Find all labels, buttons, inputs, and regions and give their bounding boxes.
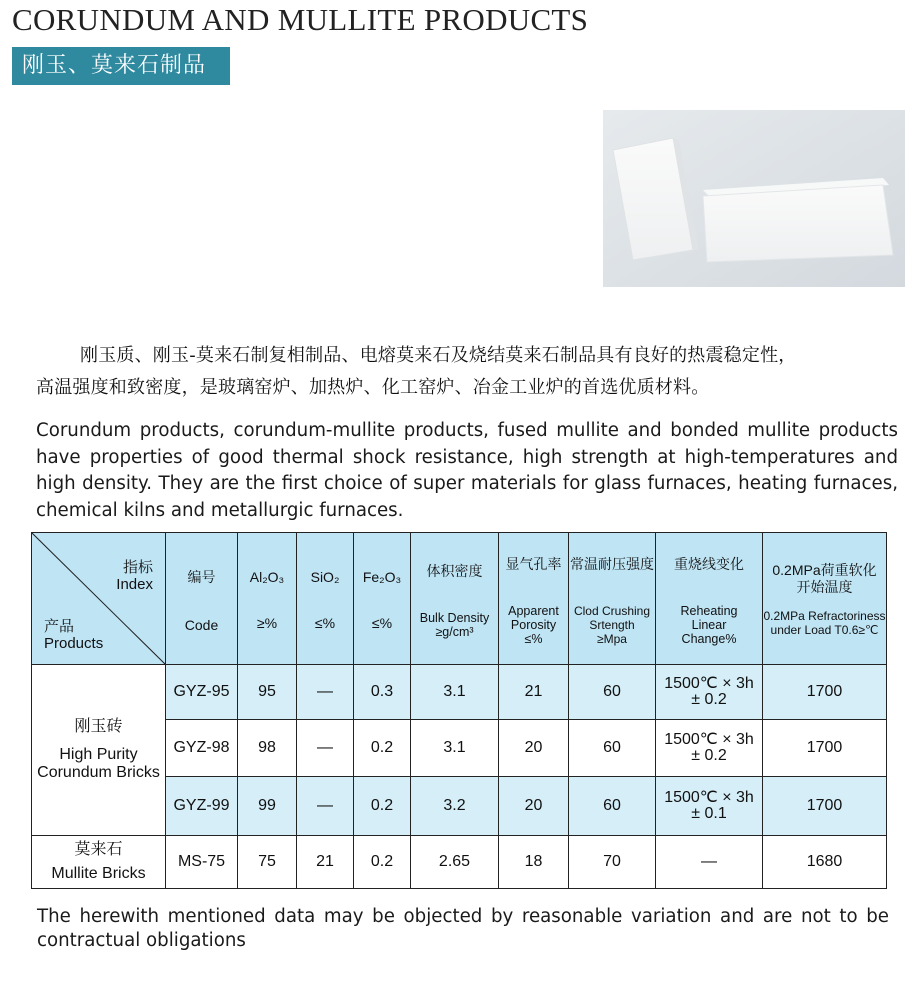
header-density-cn: 体积密度 (426, 562, 483, 579)
product-group-en1: High Purity (59, 746, 138, 763)
header-reheating (656, 533, 763, 665)
products-label-cn: 产品 (44, 618, 75, 635)
header-porosity-en1: Apparent (508, 603, 559, 618)
header-reheating-en1: Reheating (680, 603, 738, 618)
header-refractoriness-cn (763, 562, 886, 596)
cell-reheating (656, 665, 763, 720)
intro-cn-line1: 刚玉质、刚玉-莫来石制复相制品、电熔莫来石及烧结莫来石制品具有良好的热震稳定性， (80, 345, 797, 366)
cell-refractoriness: 1700 (763, 777, 887, 836)
cell-density: 3.2 (411, 777, 499, 836)
cell-density: 2.65 (411, 836, 499, 889)
header-density (411, 533, 499, 665)
header-code (166, 533, 238, 665)
cell-refractoriness: 1680 (763, 836, 887, 889)
cell-porosity: 20 (499, 720, 569, 777)
header-fe2o3-unit: ≤% (371, 614, 393, 631)
cell-reheating-line2: ± 0.1 (691, 805, 727, 822)
header-fe2o3-cn: Fe₂O₃ (362, 568, 402, 585)
cell-al2o3: 95 (238, 665, 297, 720)
cell-code: GYZ-98 (166, 720, 238, 777)
index-label-cn: 指标 (122, 559, 153, 576)
cell-al2o3: 98 (238, 720, 297, 777)
header-fe2o3 (354, 533, 411, 665)
cell-sio2: 21 (297, 836, 354, 889)
header-reheating-unit: Change% (681, 631, 737, 646)
cell-porosity: 21 (499, 665, 569, 720)
cell-code: MS-75 (166, 836, 238, 889)
header-crushing-en1: Clod Crushing (573, 603, 651, 618)
product-group-en2: Corundum Bricks (37, 764, 160, 781)
header-porosity-unit: ≤% (524, 631, 543, 646)
header-refractoriness-cn1: 0.2MPa荷重软化 (772, 562, 877, 578)
cell-code: GYZ-95 (166, 665, 238, 720)
cell-al2o3: 75 (238, 836, 297, 889)
bricks-illustration (603, 110, 905, 287)
header-sio2-cn: SiO₂ (310, 568, 340, 585)
header-crushing-cn: 常温耐压强度 (570, 555, 654, 572)
page-title: CORUNDUM AND MULLITE PRODUCTS (12, 2, 589, 37)
header-refractoriness-cn2: 开始温度 (796, 579, 853, 595)
product-group-mullite (32, 836, 166, 889)
header-sio2 (297, 533, 354, 665)
cell-sio2: — (297, 777, 354, 836)
intro-cn-line2: 高温强度和致密度，是玻璃窑炉、加热炉、化工窑炉、冶金工业炉的首选优质材料。 (36, 377, 710, 398)
product-group-cn: 莫来石 (74, 841, 123, 858)
cell-reheating (656, 777, 763, 836)
cell-crushing: 60 (569, 720, 656, 777)
header-code-en: Code (184, 616, 219, 633)
cell-fe2o3: 0.2 (354, 777, 411, 836)
product-group-cn: 刚玉砖 (74, 718, 123, 735)
spec-table (31, 532, 887, 889)
header-reheating-cn: 重烧线变化 (674, 555, 744, 572)
header-corner (32, 533, 166, 665)
page-subtitle-cn: 刚玉、莫来石制品 (12, 47, 230, 85)
header-al2o3-cn: Al₂O₃ (249, 568, 285, 585)
cell-fe2o3: 0.2 (354, 720, 411, 777)
header-crushing (569, 533, 656, 665)
intro-en: Corundum products, corundum-mullite products, fused mullite and bonded mullite products have properties of good thermal shock resistance, high strength at high-temperatures and high density. They are the first choice of super materials for glass furnaces, heating furnaces, chemical kilns and metallurgic furnaces. (36, 420, 898, 521)
table-row (32, 665, 887, 720)
header-porosity-en2: Porosity (510, 617, 557, 632)
header-density-unit: ≥g/cm³ (435, 624, 474, 639)
cell-sio2: — (297, 720, 354, 777)
disclaimer: The herewith mentioned data may be objected by reasonable variation and are not to be contractual obligations (37, 906, 889, 951)
cell-reheating-line2: ± 0.2 (691, 747, 727, 764)
cell-refractoriness: 1700 (763, 720, 887, 777)
cell-refractoriness: 1700 (763, 665, 887, 720)
cell-crushing: 60 (569, 665, 656, 720)
header-refractoriness-en1: 0.2MPa Refractoriness (763, 609, 886, 623)
header-reheating-en2: Linear (691, 617, 727, 632)
cell-reheating-line1: 1500℃ × 3h (664, 675, 754, 692)
cell-reheating-line1: — (701, 853, 717, 870)
header-refractoriness (763, 533, 887, 665)
product-group-en: Mullite Bricks (51, 865, 146, 882)
cell-reheating-line1: 1500℃ × 3h (664, 731, 754, 748)
cell-porosity: 20 (499, 777, 569, 836)
header-density-en: Bulk Density (419, 610, 490, 625)
table-row (32, 836, 887, 889)
cell-reheating (656, 836, 763, 889)
cell-reheating (656, 720, 763, 777)
header-refractoriness-en2: under Load T0.6≥℃ (770, 623, 879, 637)
cell-density: 3.1 (411, 665, 499, 720)
header-al2o3-unit: ≥% (256, 614, 278, 631)
header-sio2-unit: ≤% (314, 614, 336, 631)
header-code-cn: 编号 (187, 568, 216, 585)
cell-fe2o3: 0.2 (354, 836, 411, 889)
product-group-corundum (32, 665, 166, 836)
header-crushing-en2: Srtength (589, 617, 635, 632)
cell-reheating-line2: ± 0.2 (691, 691, 727, 708)
product-photo (603, 110, 905, 287)
cell-code: GYZ-99 (166, 777, 238, 836)
cell-porosity: 18 (499, 836, 569, 889)
cell-fe2o3: 0.3 (354, 665, 411, 720)
cell-crushing: 60 (569, 777, 656, 836)
header-crushing-unit: ≥Mpa (597, 631, 627, 646)
cell-crushing: 70 (569, 836, 656, 889)
index-label-en: Index (116, 576, 153, 593)
cell-sio2: — (297, 665, 354, 720)
cell-density: 3.1 (411, 720, 499, 777)
products-label-en: Products (44, 635, 104, 652)
cell-al2o3: 99 (238, 777, 297, 836)
cell-reheating-line1: 1500℃ × 3h (664, 789, 754, 806)
table-header-row (32, 533, 887, 665)
intro-cn (36, 340, 904, 404)
header-al2o3 (238, 533, 297, 665)
header-porosity-cn: 显气孔率 (505, 555, 562, 572)
header-porosity (499, 533, 569, 665)
